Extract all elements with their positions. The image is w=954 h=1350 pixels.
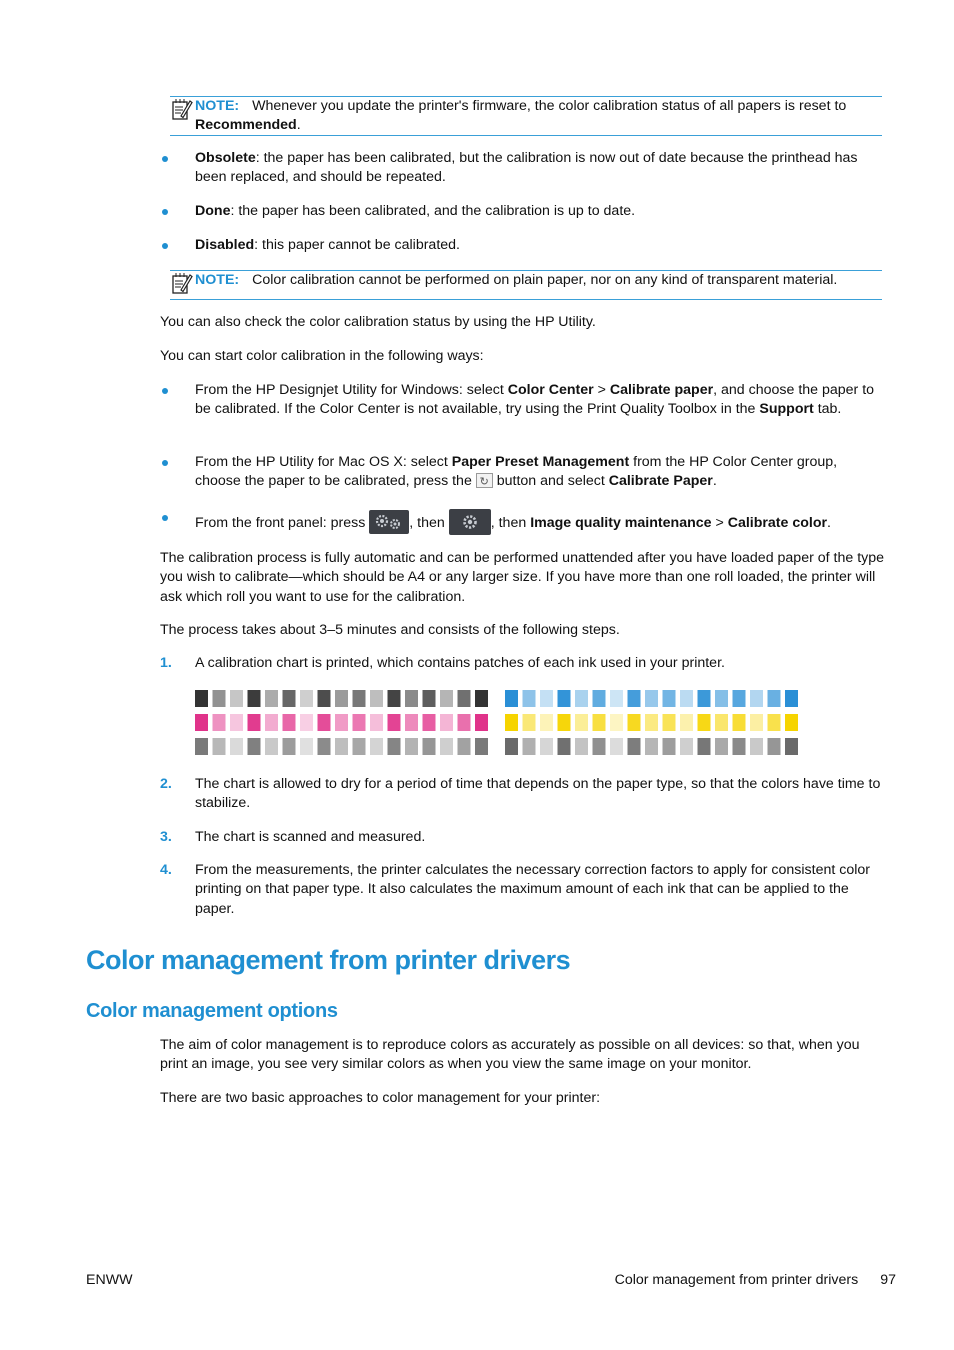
calibration-patch xyxy=(575,738,588,755)
calibration-patch xyxy=(768,690,781,707)
calibration-patch xyxy=(733,714,746,731)
status-term: Obsolete xyxy=(195,150,256,166)
calibration-patch xyxy=(505,738,518,755)
way-text: From the HP Designjet Utility for Windows: select xyxy=(195,382,508,398)
ways-intro-paragraph: You can start color calibration in the following ways: xyxy=(160,348,484,364)
calibration-patch xyxy=(558,690,571,707)
calibration-patch xyxy=(318,714,331,731)
calibration-patch xyxy=(405,738,418,755)
calibration-patch xyxy=(628,690,641,707)
calibration-patch xyxy=(680,738,693,755)
calibration-patch xyxy=(575,714,588,731)
calibration-patch xyxy=(230,714,243,731)
calibration-patch xyxy=(300,690,313,707)
note-text-end: . xyxy=(296,117,301,134)
calibration-patch xyxy=(523,690,536,707)
calibration-patch xyxy=(523,738,536,755)
step-number: 3. xyxy=(160,829,172,845)
way-text: from the HP Color Center group, choose the paper to be calibrated, press the xyxy=(195,454,838,490)
calibration-patch xyxy=(663,738,676,755)
calibration-patch xyxy=(645,714,658,731)
calibration-patch xyxy=(558,738,571,755)
calibration-patch xyxy=(505,690,518,707)
status-item-disabled xyxy=(195,236,885,255)
way-text: button and select xyxy=(492,473,609,490)
calibration-patch xyxy=(645,690,658,707)
way-text: > xyxy=(711,514,728,531)
calibration-patch xyxy=(353,690,366,707)
calibration-patch xyxy=(628,738,641,755)
calibration-patch xyxy=(423,714,436,731)
note-pencil-icon xyxy=(171,272,193,296)
bullet-dot xyxy=(162,243,168,249)
calibration-patch xyxy=(680,714,693,731)
calibration-patch xyxy=(540,714,553,731)
calibration-patch xyxy=(785,690,798,707)
calibration-patch xyxy=(458,714,471,731)
calibration-patch xyxy=(785,738,798,755)
process-duration-paragraph: The process takes about 3–5 minutes and consists of the following steps. xyxy=(160,622,620,638)
gears-icon xyxy=(369,510,409,534)
way-text: . xyxy=(712,473,717,490)
calibration-patch xyxy=(628,714,641,731)
color-management-aim-paragraph: The aim of color management is to reproduce colors as accurately as possible on all devices: so that, when you print an image, you see very similar colors as when you view the same image on your monitor. xyxy=(160,1037,860,1073)
calibration-patch xyxy=(540,690,553,707)
calibration-patch xyxy=(698,714,711,731)
calibration-patch xyxy=(768,738,781,755)
calibration-patch xyxy=(458,738,471,755)
calibration-patch xyxy=(750,738,763,755)
step-number: 1. xyxy=(160,655,172,671)
note-text: Color calibration cannot be performed on plain paper, nor on any kind of transparent material. xyxy=(252,272,838,288)
hp-utility-paragraph: You can also check the color calibration status by using the HP Utility. xyxy=(160,314,596,330)
note-text: Whenever you update the printer's firmware, the color calibration status of all papers is reset to xyxy=(252,98,847,114)
way-text: , then xyxy=(490,514,531,531)
way-text: . xyxy=(827,514,831,531)
calibration-patch xyxy=(785,714,798,731)
calibration-patch xyxy=(283,714,296,731)
calibration-patch xyxy=(405,714,418,731)
calibration-patch xyxy=(715,690,728,707)
calibration-patch xyxy=(610,714,623,731)
calibration-patch xyxy=(335,714,348,731)
calibration-patch xyxy=(265,690,278,707)
refresh-icon: ↻ xyxy=(476,473,493,488)
calibration-patch xyxy=(458,690,471,707)
calibration-patch xyxy=(283,690,296,707)
way-text: tab. xyxy=(813,401,842,418)
note-label: NOTE: xyxy=(195,98,240,114)
calibration-patch xyxy=(733,738,746,755)
calibration-patch xyxy=(230,690,243,707)
step-text: The chart is scanned and measured. xyxy=(195,829,426,845)
calibration-patch xyxy=(423,738,436,755)
status-desc: : the paper has been calibrated, but the calibration is now out of date because the printhead has been replaced, and should be repeated. xyxy=(195,150,858,186)
status-desc: : this paper cannot be calibrated. xyxy=(254,237,460,253)
step-text: The chart is allowed to dry for a period of time that depends on the paper type, so that the colors have time to stabilize. xyxy=(195,776,881,812)
calibration-patch xyxy=(335,690,348,707)
calibration-patch xyxy=(698,738,711,755)
calibration-patch xyxy=(300,714,313,731)
calibration-patch xyxy=(405,690,418,707)
note-pencil-icon xyxy=(171,98,193,122)
calibration-patch xyxy=(370,714,383,731)
calibration-patch xyxy=(248,690,261,707)
way-mac-utility xyxy=(195,453,885,492)
calibration-patch xyxy=(645,738,658,755)
status-item-done xyxy=(195,202,885,221)
note-label: NOTE: xyxy=(195,272,240,288)
calibration-patch xyxy=(265,714,278,731)
way-text: > xyxy=(593,382,610,398)
step-number: 4. xyxy=(160,862,172,878)
calibration-patch xyxy=(195,690,208,707)
calibration-patch xyxy=(663,714,676,731)
bullet-dot xyxy=(162,515,168,521)
calibration-patch xyxy=(768,714,781,731)
calibration-patch xyxy=(335,738,348,755)
calibration-patch xyxy=(593,714,606,731)
calibration-patch xyxy=(663,690,676,707)
calibration-patch xyxy=(300,738,313,755)
calibration-patch xyxy=(318,690,331,707)
calibration-patch xyxy=(440,738,453,755)
step-text: From the measurements, the printer calculates the necessary correction factors to apply for consistent color printing on that paper type. It also calculates the maximum amount of each ink that can be applied to the paper. xyxy=(195,862,870,917)
status-term: Disabled xyxy=(195,237,255,253)
way-text: , then xyxy=(409,514,449,531)
calibration-patch xyxy=(283,738,296,755)
calibration-patch xyxy=(370,690,383,707)
calibration-patch xyxy=(733,690,746,707)
calibration-patch xyxy=(388,690,401,707)
calibration-patch xyxy=(610,690,623,707)
gear-icon xyxy=(449,509,491,535)
calibration-chart-image xyxy=(195,690,815,758)
way-windows-utility xyxy=(195,381,885,420)
section-heading: Color management from printer drivers xyxy=(86,945,571,975)
menu-calibrate-paper: Calibrate paper xyxy=(609,382,714,398)
plain-paper-note xyxy=(170,270,882,300)
calibration-patch xyxy=(715,714,728,731)
subsection-heading: Color management options xyxy=(86,1000,338,1022)
calibration-patch xyxy=(213,714,226,731)
page-number: 97 xyxy=(880,1272,896,1288)
calibration-patch xyxy=(195,714,208,731)
menu-paper-preset-management: Paper Preset Management xyxy=(451,454,630,470)
tab-support: Support xyxy=(759,401,814,418)
step-text: A calibration chart is printed, which contains patches of each ink used in your printer. xyxy=(195,655,725,671)
calibration-patch xyxy=(353,738,366,755)
calibration-patch xyxy=(750,714,763,731)
calibration-patch xyxy=(593,738,606,755)
firmware-note xyxy=(170,96,882,136)
way-text: From the HP Utility for Mac OS X: select xyxy=(195,454,452,470)
calibration-patch xyxy=(750,690,763,707)
calibration-patch xyxy=(213,738,226,755)
way-text: From the front panel: press xyxy=(195,514,370,531)
calibration-patch xyxy=(523,714,536,731)
calibration-patch xyxy=(610,738,623,755)
footer-manual-code: ENWW xyxy=(86,1272,133,1288)
calibration-patch xyxy=(423,690,436,707)
calibration-patch xyxy=(715,738,728,755)
calibration-patch xyxy=(248,738,261,755)
calibration-patch xyxy=(475,690,488,707)
calibration-patch xyxy=(475,738,488,755)
status-term: Done xyxy=(195,203,231,219)
status-item-obsolete xyxy=(195,149,885,188)
footer-page-info xyxy=(615,1271,896,1290)
calibration-patch xyxy=(575,690,588,707)
calibration-patch xyxy=(475,714,488,731)
menu-color-center: Color Center xyxy=(507,382,594,398)
calibration-patch xyxy=(370,738,383,755)
calibration-patch xyxy=(558,714,571,731)
menu-calibrate-color: Calibrate color xyxy=(727,514,828,531)
calibration-patch xyxy=(388,738,401,755)
footer-section-title: Color management from printer drivers xyxy=(614,1272,859,1288)
step-number: 2. xyxy=(160,776,172,792)
bullet-dot xyxy=(162,460,168,466)
calibration-patch xyxy=(698,690,711,707)
calibration-process-paragraph: The calibration process is fully automatic and can be performed unattended after you have loaded paper of the type you wish to calibrate—which should be A4 or any larger size. If you have more than one roll loaded, the printer will ask which roll you want to use for the calibration. xyxy=(160,550,885,605)
calibration-patch xyxy=(388,714,401,731)
calibration-patch xyxy=(680,690,693,707)
status-desc: : the paper has been calibrated, and the calibration is up to date. xyxy=(230,203,636,219)
way-text: , and choose the paper to be calibrated. If the Color Center is not available, try using the Print Quality Toolbox in the xyxy=(195,382,875,418)
way-front-panel xyxy=(195,510,885,536)
bullet-dot xyxy=(162,209,168,215)
calibration-patch xyxy=(505,714,518,731)
calibration-patch xyxy=(248,714,261,731)
approaches-paragraph: There are two basic approaches to color management for your printer: xyxy=(160,1090,601,1106)
calibration-patch xyxy=(213,690,226,707)
calibration-patch xyxy=(318,738,331,755)
menu-calibrate-paper: Calibrate Paper xyxy=(608,473,713,490)
calibration-patch xyxy=(440,690,453,707)
calibration-patch xyxy=(265,738,278,755)
bullet-dot xyxy=(162,388,168,394)
menu-image-quality-maintenance: Image quality maintenance xyxy=(530,514,712,531)
calibration-patch xyxy=(593,690,606,707)
calibration-patch xyxy=(353,714,366,731)
calibration-patch xyxy=(195,738,208,755)
bullet-dot xyxy=(162,156,168,162)
calibration-patch xyxy=(540,738,553,755)
note-bold-term: Recommended xyxy=(195,117,297,134)
calibration-patch xyxy=(230,738,243,755)
calibration-patch xyxy=(440,714,453,731)
